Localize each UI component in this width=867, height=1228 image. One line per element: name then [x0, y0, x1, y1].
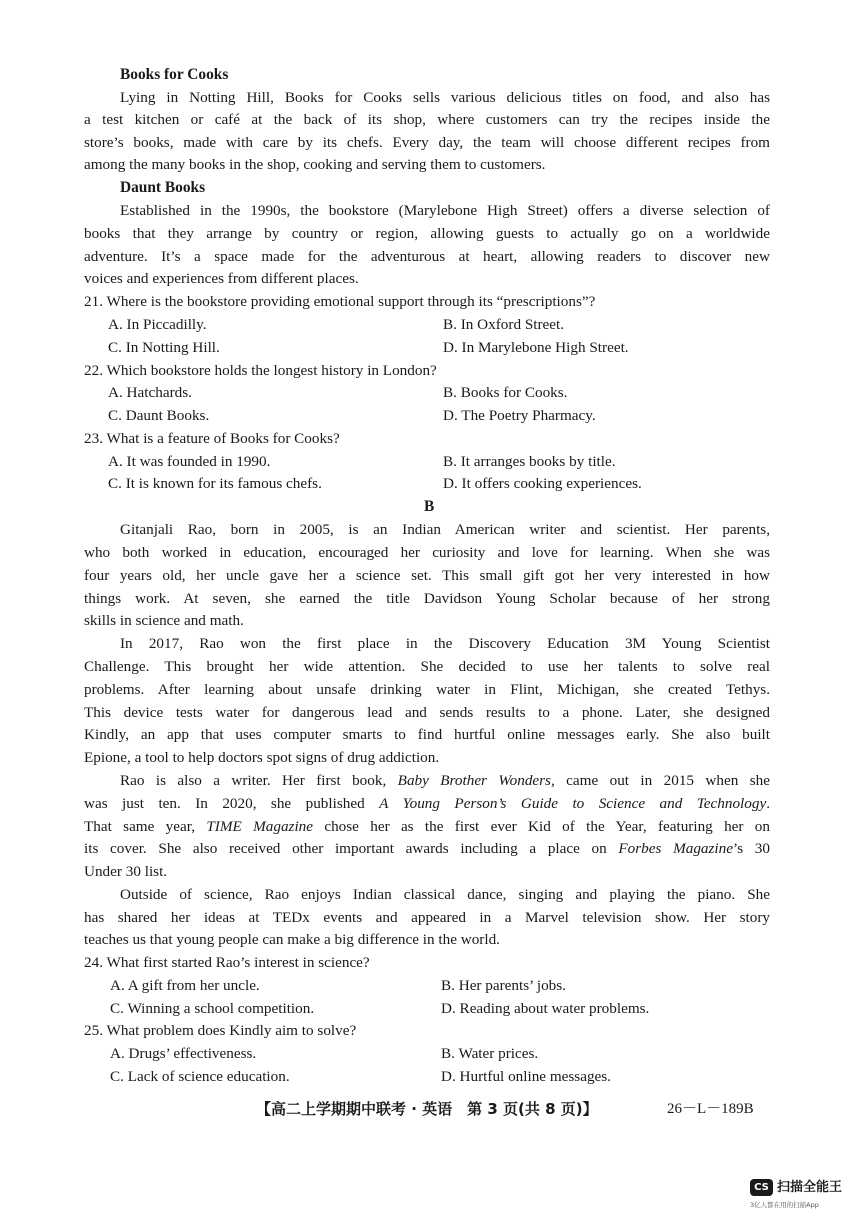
book-title-baby-brother-wonders: Baby Brother Wonders — [397, 772, 551, 789]
magazine-time: TIME Magazine — [206, 818, 313, 835]
question-21-option-c: C. In Notting Hill. — [108, 339, 220, 356]
rao-p1-line-3: four years old, her uncle gave her a science set. This small gift got her very interested in how — [84, 567, 770, 584]
rao-p3-line-1: Rao is also a writer. Her first book, Baby Brother Wonders, came out in 2015 when she — [120, 772, 770, 789]
rao-p2-line-5: Kindly, an app that uses computer smarts to find hurtful online messages early. She also built — [84, 726, 770, 743]
books-for-cooks-heading: Books for Cooks — [120, 66, 229, 83]
page-footer-code: 26－L－189B — [667, 1101, 754, 1117]
rao-p2-line-6: Epione, a tool to help doctors spot signs of drug addiction. — [84, 749, 440, 766]
rao-p1-line-5: skills in science and math. — [84, 612, 244, 629]
watermark-app-name: 扫描全能王 — [777, 1180, 843, 1195]
daunt-line-3: adventure. It’s a space made for the adventurous at heart, allowing readers to discover new — [84, 248, 770, 265]
section-b-heading: B — [424, 498, 435, 515]
question-22-stem: 22. Which bookstore holds the longest history in London? — [84, 362, 437, 379]
daunt-line-4: voices and experiences from different places. — [84, 270, 359, 287]
daunt-books-heading: Daunt Books — [120, 179, 206, 196]
question-21-option-b: B. In Oxford Street. — [443, 316, 565, 333]
question-24-option-b: B. Her parents’ jobs. — [441, 977, 566, 994]
question-23-option-d: D. It offers cooking experiences. — [443, 475, 642, 492]
question-21-stem: 21. Where is the bookstore providing emotional support through its “prescriptions”? — [84, 293, 596, 310]
rao-p4-line-3: teaches us that young people can make a big difference in the world. — [84, 931, 500, 948]
rao-p1-line-1: Gitanjali Rao, born in 2005, is an Indian American writer and scientist. Her parents, — [120, 521, 770, 538]
question-22-option-d: D. The Poetry Pharmacy. — [443, 407, 596, 424]
page-footer-exam-info: 【高二上学期期中联考 · 英语 第 3 页(共 8 页)】 — [256, 1100, 598, 1118]
question-23-option-b: B. It arranges books by title. — [443, 453, 616, 470]
rao-p2-line-2: Challenge. This brought her wide attention. She decided to use her talents to solve real — [84, 658, 770, 675]
rao-p4-line-1: Outside of science, Rao enjoys Indian classical dance, singing and playing the piano. She — [120, 886, 770, 903]
question-23-option-a: A. It was founded in 1990. — [108, 453, 271, 470]
question-24-option-d: D. Reading about water problems. — [441, 1000, 650, 1017]
bff-line-1: Lying in Notting Hill, Books for Cooks sells various delicious titles on food, and also has — [120, 89, 770, 106]
rao-p2-line-3: problems. After learning about unsafe drinking water in Flint, Michigan, she created Tethys. — [84, 681, 770, 698]
rao-p3-line-5: Under 30 list. — [84, 863, 168, 880]
question-23-option-c: C. It is known for its famous chefs. — [108, 475, 322, 492]
bff-line-2: a test kitchen or café at the back of its shop, where customers can try the recipes inside the — [84, 111, 770, 128]
rao-p4-line-2: has shared her ideas at TEDx events and appeared in a Marvel television show. Her story — [84, 909, 770, 926]
question-24-option-a: A. A gift from her uncle. — [110, 977, 260, 994]
bff-line-3: store’s books, made with care by its chefs. Every day, the team will choose different recipes from — [84, 134, 770, 151]
question-22-option-a: A. Hatchards. — [108, 384, 192, 401]
question-21-option-a: A. In Piccadilly. — [108, 316, 207, 333]
rao-p3-line-3: That same year, TIME Magazine chose her as the first ever Kid of the Year, featuring her on — [84, 818, 770, 835]
question-22-option-b: B. Books for Cooks. — [443, 384, 568, 401]
rao-p2-line-1: In 2017, Rao won the first place in the Discovery Education 3M Young Scientist — [120, 635, 770, 652]
rao-p3-line-4: its cover. She also received other important awards including a place on Forbes Magazine’s 30 — [84, 840, 770, 857]
question-25-option-d: D. Hurtful online messages. — [441, 1068, 611, 1085]
rao-p1-line-2: who both worked in education, encouraged her curiosity and love for learning. When she was — [84, 544, 770, 561]
daunt-line-2: books that they arrange by country or region, allowing guests to actually go on a worldwide — [84, 225, 770, 242]
rao-p2-line-4: This device tests water for dangerous lead and sends results to a phone. Later, she designed — [84, 704, 770, 721]
question-23-stem: 23. What is a feature of Books for Cooks? — [84, 430, 340, 447]
question-25-stem: 25. What problem does Kindly aim to solve? — [84, 1022, 357, 1039]
question-25-option-b: B. Water prices. — [441, 1045, 539, 1062]
magazine-forbes: Forbes Magazine — [618, 840, 733, 857]
question-24-option-c: C. Winning a school competition. — [110, 1000, 315, 1017]
watermark-tagline: 3亿人都在用的扫描App — [750, 1201, 819, 1209]
question-22-option-c: C. Daunt Books. — [108, 407, 210, 424]
bff-line-4: among the many books in the shop, cooking and serving them to customers. — [84, 156, 546, 173]
rao-p3-line-2: was just ten. In 2020, she published A Young Person’s Guide to Science and Technology. — [84, 795, 770, 812]
rao-p1-line-4: things work. At seven, she earned the title Davidson Young Scholar because of her strong — [84, 590, 770, 607]
book-title-young-persons-guide: A Young Person’s Guide to Science and Technology — [379, 795, 767, 812]
camscanner-logo-icon: CS — [750, 1179, 773, 1196]
question-25-option-a: A. Drugs’ effectiveness. — [110, 1045, 257, 1062]
question-21-option-d: D. In Marylebone High Street. — [443, 339, 629, 356]
question-24-stem: 24. What first started Rao’s interest in science? — [84, 954, 370, 971]
question-25-option-c: C. Lack of science education. — [110, 1068, 290, 1085]
daunt-line-1: Established in the 1990s, the bookstore (Marylebone High Street) offers a diverse selection of — [120, 202, 770, 219]
